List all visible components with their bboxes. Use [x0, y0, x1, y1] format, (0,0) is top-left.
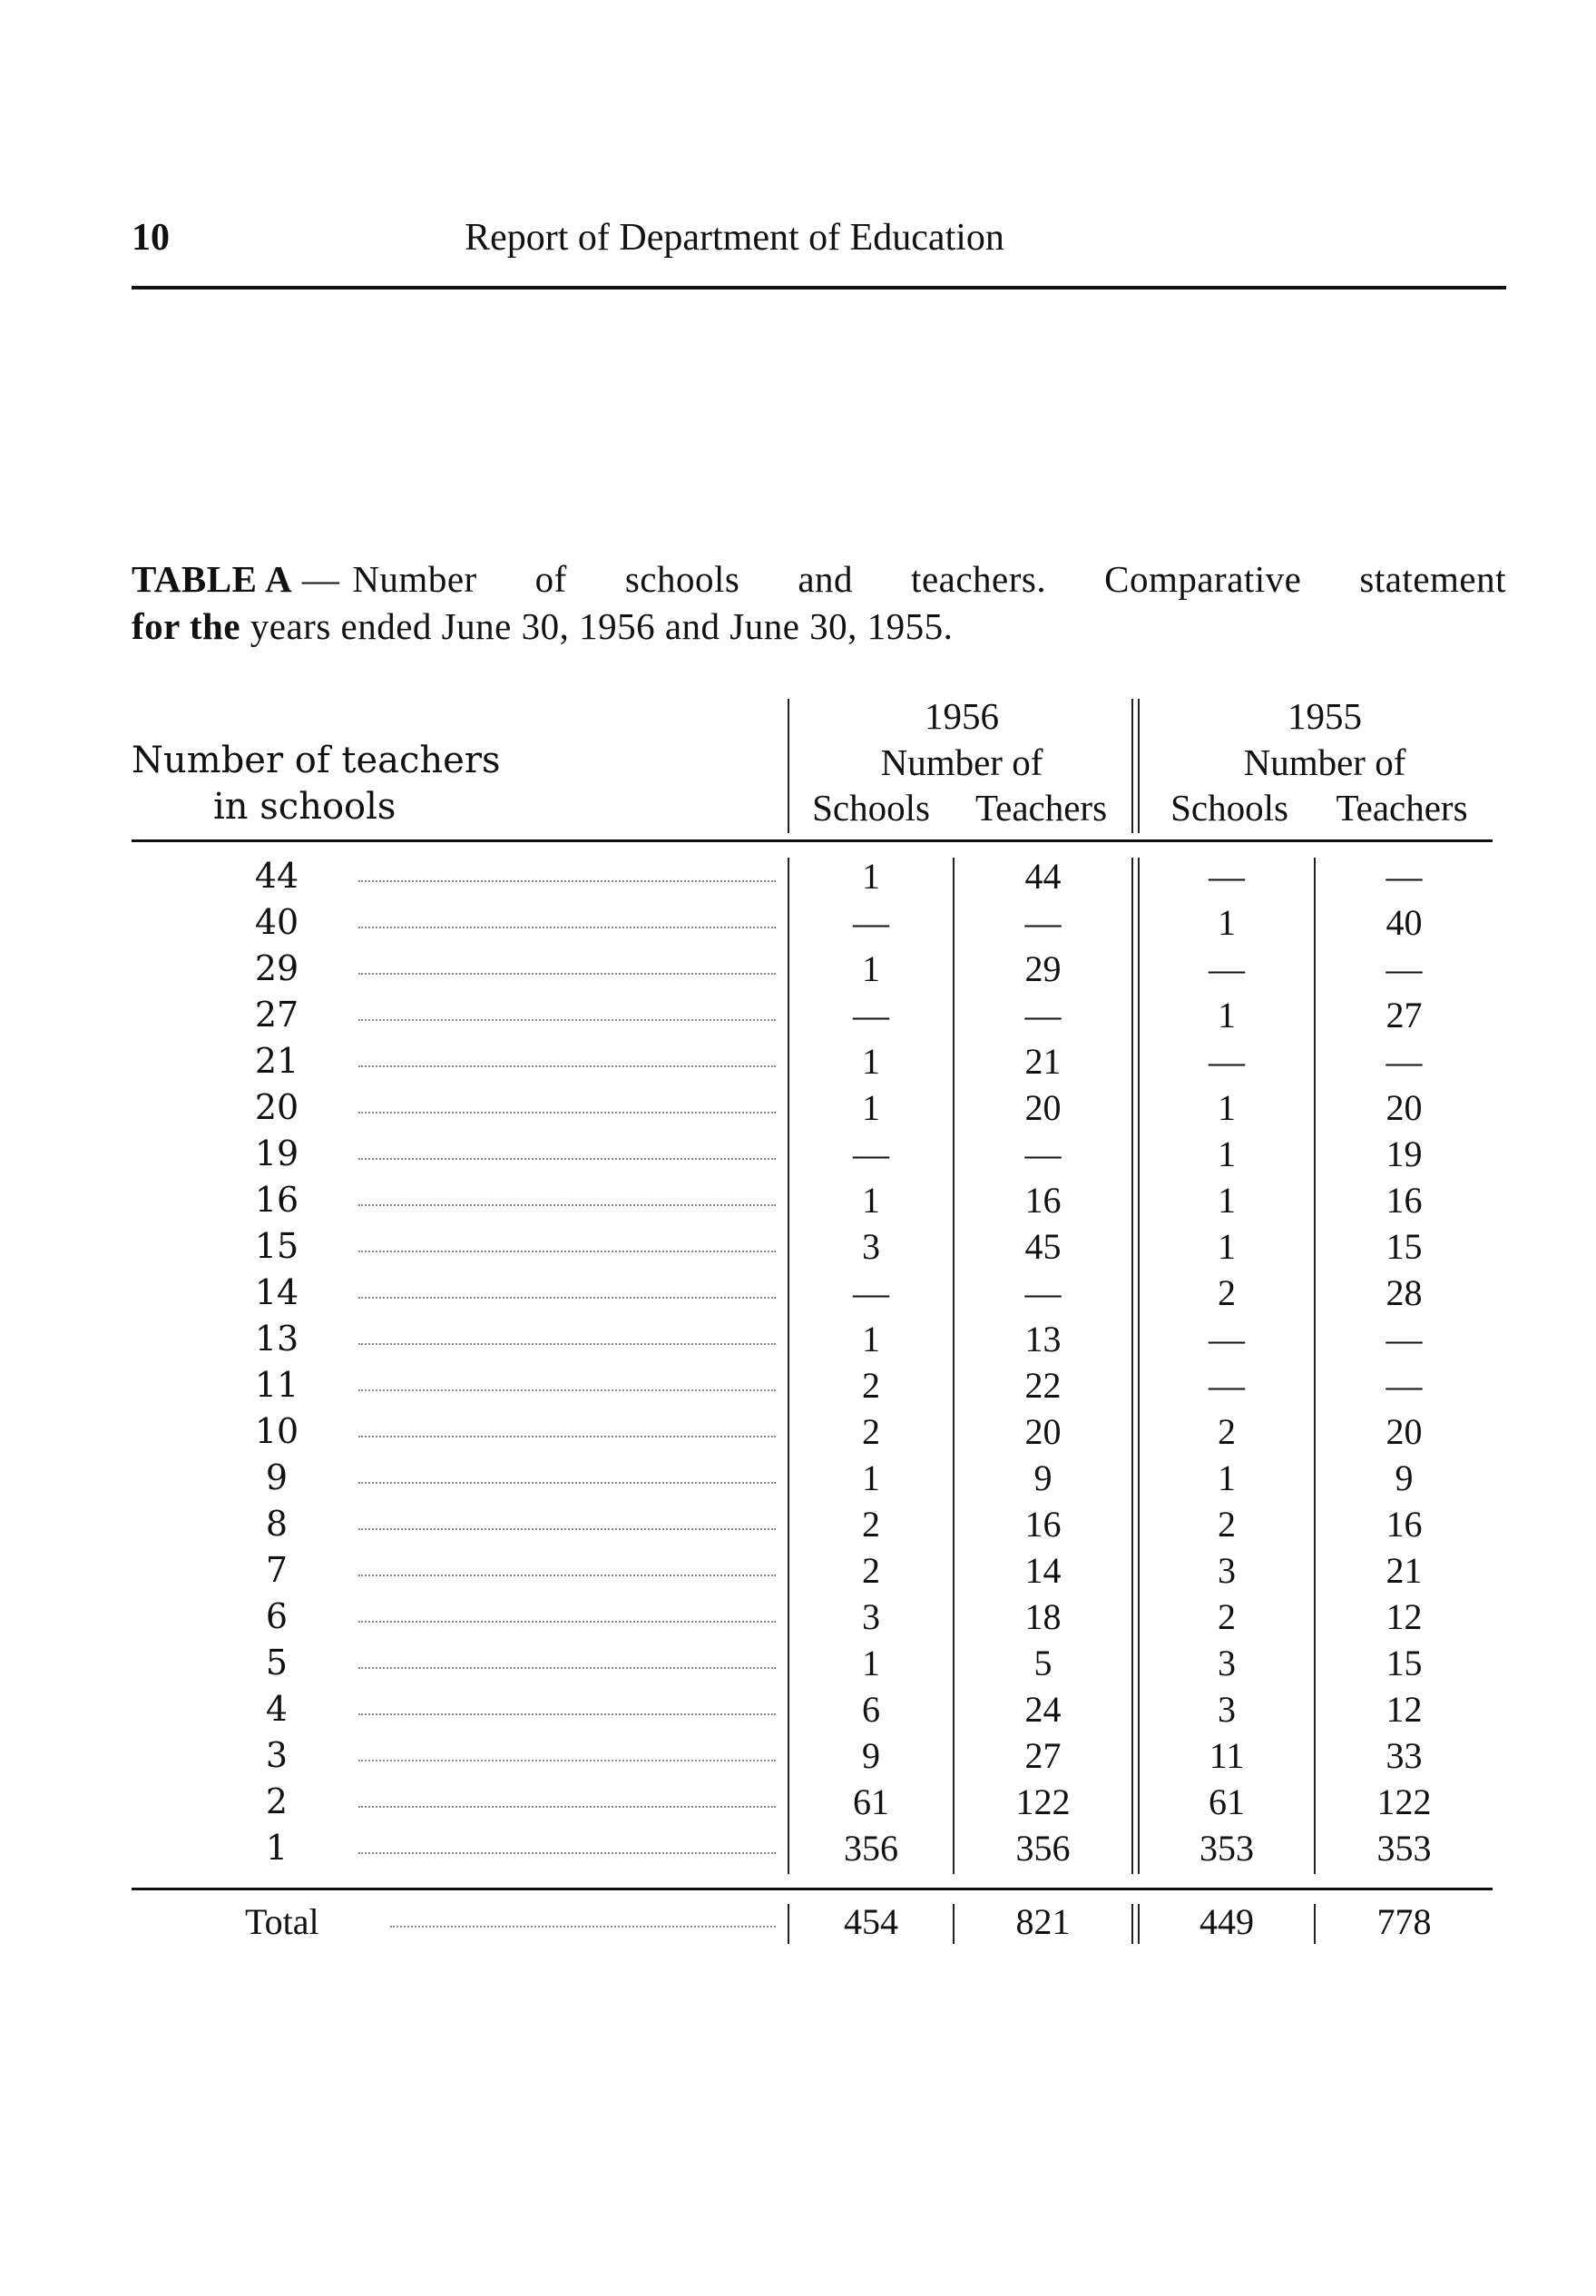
total-label: Total: [245, 1901, 319, 1942]
schools-1956: 1: [862, 1643, 880, 1683]
teachers-1955: 15: [1385, 1226, 1423, 1267]
leader-dots: [358, 1251, 776, 1252]
row-teacher-count: 5: [265, 1643, 289, 1683]
table-row: [0, 1501, 1596, 1547]
schools-1956: —: [853, 902, 889, 943]
table-row: [0, 1408, 1596, 1455]
table-row: [0, 1825, 1596, 1871]
schools-1955: 11: [1209, 1735, 1245, 1776]
schools-1955: 61: [1209, 1781, 1245, 1822]
schools-1955: —: [1209, 856, 1245, 897]
schools-1955: 1: [1218, 1087, 1236, 1128]
col-schools-1955: Schools: [1170, 787, 1288, 829]
row-teacher-count: 2: [265, 1781, 289, 1821]
teachers-1956: 27: [1024, 1735, 1062, 1776]
row-teacher-count: 9: [265, 1457, 289, 1497]
teachers-1956: 9: [1033, 1457, 1053, 1498]
schools-1955: —: [1209, 1041, 1245, 1082]
leader-dots: [358, 1528, 776, 1530]
table-row: [0, 1594, 1596, 1640]
schools-1955: 2: [1218, 1272, 1236, 1313]
col-schools-1956: Schools: [812, 787, 930, 829]
teachers-1955: 12: [1385, 1596, 1423, 1637]
teachers-1955: 16: [1385, 1180, 1423, 1221]
header-rule: [132, 286, 1506, 289]
teachers-1955: 20: [1385, 1411, 1423, 1452]
leader-dots: [358, 1667, 776, 1669]
total-schools-1955: 449: [1199, 1901, 1254, 1942]
leader-dots: [358, 1806, 776, 1808]
leader-dots: [358, 1575, 776, 1576]
table-row: [0, 1640, 1596, 1686]
schools-1956: 2: [862, 1504, 880, 1545]
row-teacher-count: 7: [265, 1550, 289, 1590]
teachers-1956: 13: [1024, 1319, 1062, 1359]
schools-1955: —: [1209, 1319, 1245, 1359]
total-teachers-1955: 778: [1376, 1901, 1432, 1942]
schools-1956: 2: [862, 1550, 880, 1591]
table-row: [0, 899, 1596, 946]
teachers-1955: 12: [1385, 1689, 1423, 1730]
header-bottom-rule: [132, 839, 1493, 842]
teachers-1955: —: [1385, 1041, 1423, 1082]
schools-1956: 2: [862, 1411, 880, 1452]
table-row: [0, 1779, 1596, 1825]
schools-1956: 1: [862, 856, 880, 897]
schools-1956: 6: [862, 1689, 880, 1730]
table-row: [0, 1316, 1596, 1362]
table-row: [0, 1270, 1596, 1316]
teachers-1955: 9: [1395, 1457, 1414, 1498]
leader-dots: [358, 1760, 776, 1761]
total-schools-1956: 454: [844, 1901, 898, 1942]
table-row: [0, 1131, 1596, 1177]
caption-line2-bold: for the: [132, 605, 241, 647]
schools-1955: 2: [1218, 1596, 1236, 1637]
stub-head-line1: Number of teachers: [132, 740, 501, 781]
teachers-1955: 21: [1385, 1550, 1423, 1591]
vrule-total-4: [1314, 1904, 1316, 1944]
table-row: [0, 1547, 1596, 1594]
number-of-1956: Number of: [880, 741, 1043, 783]
vrule-header-2a: [1131, 699, 1133, 833]
year-1955: 1955: [1288, 695, 1362, 737]
vrule-total-3a: [1131, 1904, 1133, 1944]
schools-1956: 1: [862, 1457, 880, 1498]
table-caption: [132, 555, 1506, 650]
leader-dots: [358, 1482, 776, 1484]
row-teacher-count: 15: [254, 1226, 299, 1266]
schools-1956: 1: [862, 1319, 880, 1359]
leader-dots: [358, 1343, 776, 1345]
leader-dots: [358, 1621, 776, 1623]
caption-line1: Number of schools and teachers. Comparative statement: [352, 558, 1506, 600]
table-row: [0, 946, 1596, 992]
teachers-1956: 122: [1015, 1781, 1071, 1822]
teachers-1956: 24: [1024, 1689, 1062, 1730]
teachers-1956: 22: [1024, 1365, 1062, 1406]
teachers-1956: 18: [1024, 1596, 1062, 1637]
row-teacher-count: 3: [265, 1735, 289, 1775]
table-row: [0, 1362, 1596, 1408]
leader-dots: [358, 927, 776, 928]
teachers-1956: —: [1024, 1272, 1062, 1313]
teachers-1956: 5: [1033, 1643, 1053, 1683]
teachers-1955: 20: [1385, 1087, 1423, 1128]
row-teacher-count: 16: [254, 1180, 299, 1220]
schools-1956: 1: [862, 948, 880, 989]
schools-1955: 3: [1218, 1550, 1236, 1591]
teachers-1956: 44: [1024, 856, 1062, 897]
year-1956: 1956: [925, 695, 999, 737]
teachers-1956: 29: [1024, 948, 1062, 989]
leader-dots: [358, 1389, 776, 1391]
leader-dots: [358, 1065, 776, 1067]
row-teacher-count: 21: [254, 1041, 299, 1081]
leader-dots: [358, 1019, 776, 1021]
total-teachers-1956: 821: [1015, 1901, 1071, 1942]
teachers-1955: —: [1385, 856, 1423, 897]
leader-dots: [358, 1158, 776, 1160]
table-row: [0, 1084, 1596, 1131]
leader-dots: [358, 973, 776, 975]
leader-dots: [358, 1713, 776, 1715]
schools-1956: 3: [862, 1226, 880, 1267]
total-rule: [132, 1888, 1493, 1890]
table-row: [0, 1686, 1596, 1732]
schools-1956: 356: [844, 1828, 898, 1869]
leader-dots: [358, 1204, 776, 1206]
schools-1955: 1: [1218, 1226, 1236, 1267]
page-number: 10: [132, 217, 170, 259]
table-row: [0, 1177, 1596, 1223]
row-teacher-count: 11: [254, 1365, 299, 1405]
teachers-1955: 15: [1385, 1643, 1423, 1683]
row-teacher-count: 27: [254, 995, 299, 1035]
row-teacher-count: 1: [265, 1828, 289, 1868]
teachers-1955: 16: [1385, 1504, 1423, 1545]
col-teachers-1955: Teachers: [1336, 787, 1468, 829]
table-row: [0, 992, 1596, 1038]
stub-head-line2: in schools: [213, 786, 397, 828]
table-row: [0, 1223, 1596, 1270]
table-row: [0, 853, 1596, 899]
schools-1955: 1: [1218, 902, 1236, 943]
teachers-1956: 14: [1024, 1550, 1062, 1591]
vrule-total-2: [953, 1904, 955, 1944]
teachers-1955: 19: [1385, 1133, 1423, 1174]
schools-1955: 1: [1218, 1180, 1236, 1221]
schools-1956: 1: [862, 1180, 880, 1221]
total-row: [0, 1899, 1596, 1945]
teachers-1955: —: [1385, 948, 1423, 989]
table-label: TABLE A: [132, 558, 293, 600]
schools-1955: 1: [1218, 1457, 1236, 1498]
teachers-1956: 356: [1015, 1828, 1071, 1869]
schools-1956: 3: [862, 1596, 880, 1637]
schools-1955: 1: [1218, 995, 1236, 1035]
row-teacher-count: 40: [254, 902, 299, 942]
teachers-1955: —: [1385, 1319, 1423, 1359]
row-teacher-count: 19: [254, 1133, 299, 1173]
table-row: [0, 1732, 1596, 1779]
caption-line2-rest: years ended June 30, 1956 and June 30, 1955.: [250, 605, 954, 647]
teachers-1955: 40: [1385, 902, 1423, 943]
schools-1956: —: [853, 1272, 889, 1313]
number-of-1955: Number of: [1243, 741, 1406, 783]
schools-1956: —: [853, 1133, 889, 1174]
col-teachers-1956: Teachers: [974, 787, 1108, 829]
teachers-1956: 20: [1024, 1411, 1062, 1452]
schools-1956: 1: [862, 1041, 880, 1082]
schools-1955: 353: [1199, 1828, 1254, 1869]
teachers-1956: —: [1024, 1133, 1062, 1174]
row-teacher-count: 10: [254, 1411, 299, 1451]
caption-dash: —: [301, 558, 340, 600]
teachers-1956: 21: [1024, 1041, 1062, 1082]
row-teacher-count: 14: [254, 1272, 299, 1312]
leader-dots: [358, 1852, 776, 1854]
leader-dots: [358, 1112, 776, 1114]
vrule-header-1: [788, 699, 789, 833]
teachers-1955: 28: [1385, 1272, 1423, 1313]
leader-dots: [358, 1297, 776, 1299]
row-teacher-count: 29: [254, 948, 299, 988]
row-teacher-count: 4: [265, 1689, 289, 1729]
teachers-1956: —: [1024, 902, 1062, 943]
leader-dots: [358, 880, 776, 882]
schools-1955: 1: [1218, 1133, 1236, 1174]
schools-1956: 1: [862, 1087, 880, 1128]
total-leader-dots: [390, 1926, 776, 1928]
teachers-1955: 27: [1385, 995, 1423, 1035]
table-row: [0, 1038, 1596, 1084]
schools-1955: 2: [1218, 1504, 1236, 1545]
vrule-header-2b: [1138, 699, 1140, 833]
teachers-1955: —: [1385, 1365, 1423, 1406]
table-row: [0, 1455, 1596, 1501]
schools-1956: —: [853, 995, 889, 1035]
schools-1956: 9: [862, 1735, 880, 1776]
teachers-1956: —: [1024, 995, 1062, 1035]
row-teacher-count: 20: [254, 1087, 299, 1127]
schools-1955: —: [1209, 948, 1245, 989]
row-teacher-count: 8: [265, 1504, 289, 1544]
running-title: Report of Department of Education: [465, 217, 1004, 259]
teachers-1956: 16: [1024, 1180, 1062, 1221]
teachers-1955: 353: [1376, 1828, 1432, 1869]
teachers-1955: 122: [1376, 1781, 1432, 1822]
teachers-1955: 33: [1385, 1735, 1423, 1776]
row-teacher-count: 44: [254, 856, 299, 896]
vrule-total-1: [788, 1904, 789, 1944]
schools-1955: 2: [1218, 1411, 1236, 1452]
leader-dots: [358, 1436, 776, 1437]
schools-1955: —: [1209, 1365, 1245, 1406]
schools-1956: 2: [862, 1365, 880, 1406]
teachers-1956: 20: [1024, 1087, 1062, 1128]
schools-1956: 61: [853, 1781, 889, 1822]
teachers-1956: 45: [1024, 1226, 1062, 1267]
schools-1955: 3: [1218, 1689, 1236, 1730]
schools-1955: 3: [1218, 1643, 1236, 1683]
row-teacher-count: 13: [254, 1319, 299, 1359]
vrule-total-3b: [1138, 1904, 1140, 1944]
teachers-1956: 16: [1024, 1504, 1062, 1545]
row-teacher-count: 6: [265, 1596, 289, 1636]
